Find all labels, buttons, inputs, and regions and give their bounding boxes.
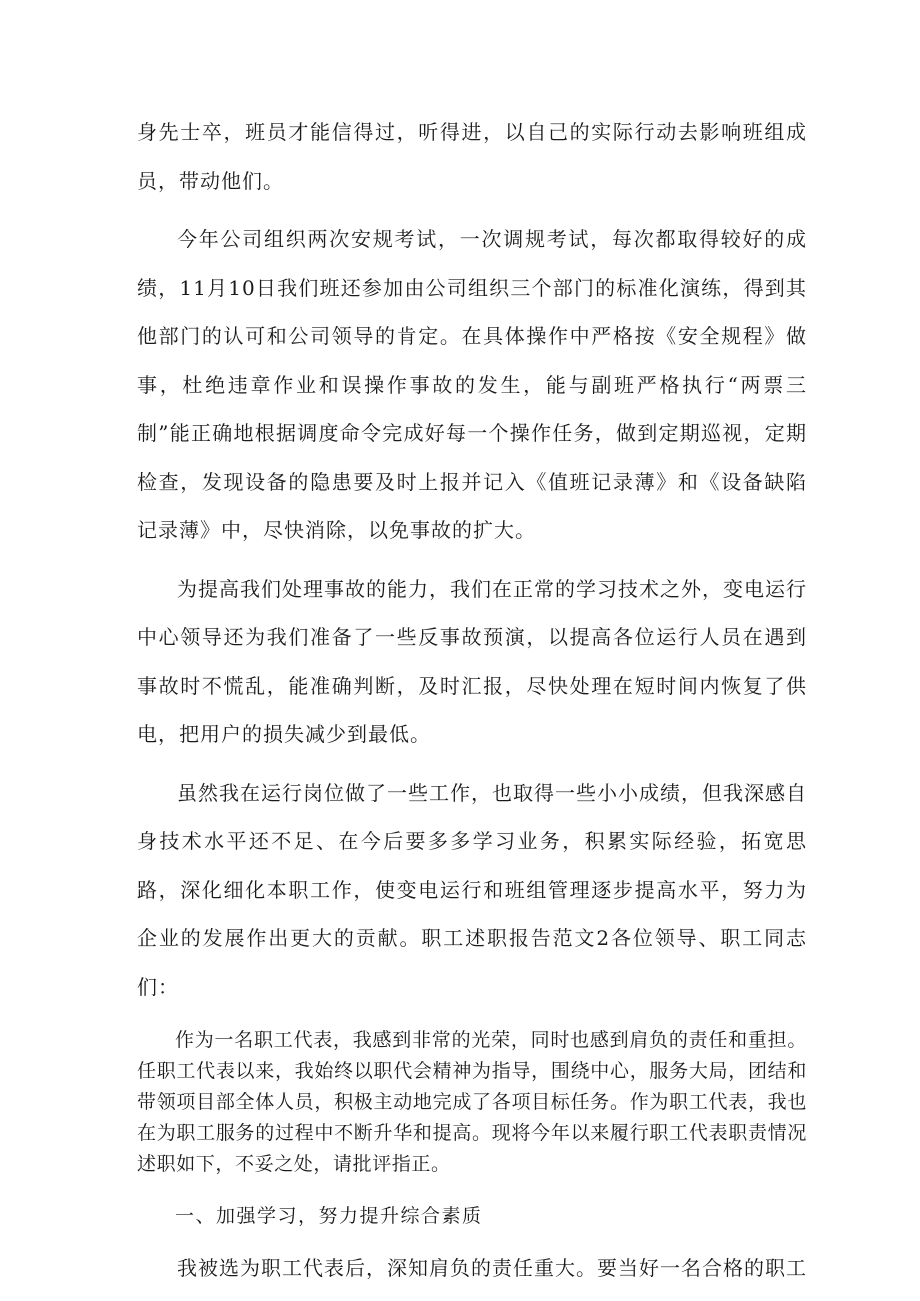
paragraph-6: 我被选为职工代表后，深知肩负的责任重大。要当好一名合格的职工 [177,1256,807,1280]
paragraph-1: 身先士卒，班员才能信得过，听得进，以自己的实际行动去影响班组成员，带动他们。 [137,120,807,193]
paragraph-2: 今年公司组织两次安规考试，一次调规考试，每次都取得较好的成绩，11月10日我们班还参加由公司组织三个部门的标准化演练，得到其他部门的认可和公司领导的肯定。在具体操作中严格按《安全规程》做事，杜绝违章作业和误操作事故的发生，能与副班严格执行“两票三制”能正确地根据调度命令完成好每一个操作任务，做到定期巡视，定期检查，发现设备的隐患要及时上报并记入《值班记录薄》和《设备缺陷记录薄》中，尽快消除，以免事故的扩大。 [137,227,807,542]
document-body [137,108,807,1293]
paragraph-3: 为提高我们处理事故的能力，我们在正常的学习技术之外，变电运行中心领导还为我们准备了一些反事故预演，以提高各位运行人员在遇到事故时不慌乱，能准确判断，及时汇报，尽快处理在短时间内恢复了供电，把用户的损失减少到最低。 [137,576,807,746]
paragraph-4: 虽然我在运行岗位做了一些工作，也取得一些小小成绩，但我深感自身技术水平还不足、在今后要多多学习业务，积累实际经验，拓宽思路，深化细化本职工作，使变电运行和班组管理逐步提高水平，努力为企业的发展作出更大的贡献。职工述职报告范文2各位领导、职工同志们： [137,780,807,999]
section-heading: 一、加强学习，努力提升综合素质 [175,1205,483,1227]
paragraph-5: 作为一名职工代表，我感到非常的光荣，同时也感到肩负的责任和重担。任职工代表以来，我始终以职代会精神为指导，围绕中心，服务大局，团结和带领项目部全体人员，积极主动地完成了各项目标任务。作为职工代表，我也在为职工服务的过程中不断升华和提高。现将今年以来履行职工代表职责情况述职如下，不妥之处，请批评指正。 [137,1029,807,1175]
